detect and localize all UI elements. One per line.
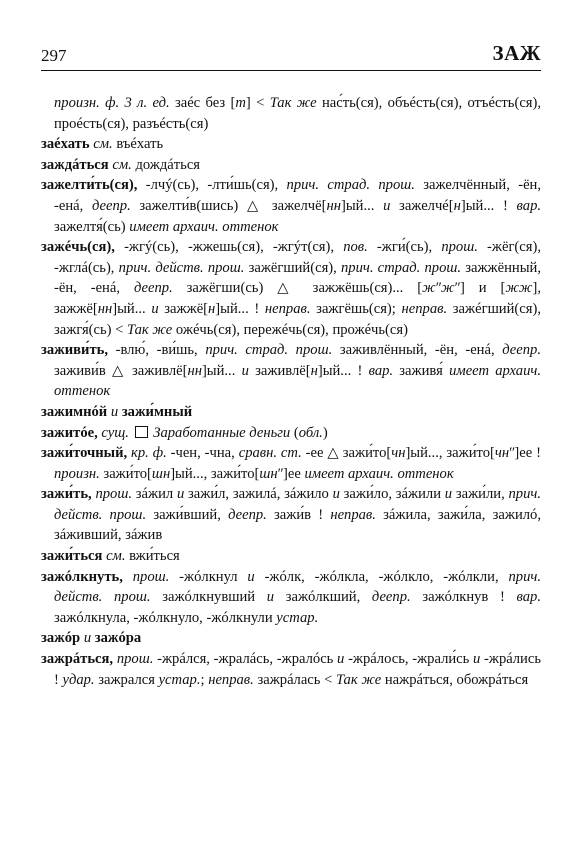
entry-text: зáжила, зажи́ла, зажилó, зáживший, зáжив [54,506,541,544]
grammar-label: и [444,486,453,503]
entry-text: -жги́(сь), [367,239,442,256]
grammar-label: н [208,300,216,317]
entry-text: ʺ]ее [277,465,305,482]
grammar-label: удар. [62,671,95,688]
grammar-label: обл. [298,424,323,441]
entry-text: зажóлкший, [274,589,372,606]
grammar-label: н [453,197,461,214]
grammar-label: нн [97,300,113,317]
grammar-label: и [241,362,249,379]
grammar-label: нн [187,362,202,379]
grammar-label: деепр. [502,342,541,359]
entry-text: -жóлкнул [169,568,248,585]
headword: зажи́мный [121,403,193,420]
entry-text: -жёг(ся), -жглá(сь), [54,239,541,276]
entry-text: ]ый... ! [460,197,517,214]
entry-text: заживлё[ [248,362,311,379]
grammar-label: и [80,630,95,647]
grammar-label: Так же [127,321,173,338]
headword: зажи́ться [41,548,103,565]
grammar-label: устар. [158,671,201,688]
grammar-label: Так же [269,95,317,111]
entry-text: ]ый... [340,197,384,214]
entry-text [129,425,133,441]
headword: заждáться [41,156,109,173]
dictionary-entry [41,175,541,237]
grammar-label: и [337,651,345,668]
entry-text: зажелти́в(шись) △ зажелчё[ [130,197,327,214]
headword: зажóра [94,630,142,647]
running-head: ЗАЖ [492,41,541,65]
entry-text: зажжё[ [158,300,209,317]
dictionary-entry [41,649,541,690]
grammar-label: и [176,486,185,503]
grammar-label: прич. страд. прош. [205,342,333,359]
headword: заживи́ть, [41,342,108,359]
grammar-label: см. [106,548,126,565]
entry-text: нажрáться, обожрáться [381,671,529,688]
dictionary-entry [41,93,541,134]
grammar-label: н [310,362,318,379]
entry-text: вжи́ться [125,548,180,565]
entry-text: заживя́ [393,362,450,379]
entry-text: -влю́, -ви́шь, [107,342,206,359]
grammar-label: прош. [95,486,133,503]
grammar-label: шн [259,465,278,482]
grammar-label: и [383,197,391,214]
grammar-label: устар. [276,609,319,626]
headword: зажрáться, [41,651,114,668]
entry-text: зажи́ло, зáжили [339,486,445,503]
grammar-label: имеет архаич. оттенок [54,362,542,400]
grammar-label: произн. [54,465,100,482]
grammar-label: пов. [343,239,368,256]
grammar-label: неправ. [264,300,311,317]
entry-text: зажóлкнув ! [410,589,517,606]
grammar-label: деепр. [133,280,173,297]
entry-text: зажёгший(ся), [244,259,341,276]
entry-text: ]ый... [201,362,242,379]
entry-text: -ее △ зажи́то[ [301,445,392,462]
entry-text: зажелчённый, -ён, -енá, [54,177,542,214]
headword: зажóлкнуть, [41,568,123,585]
grammar-label: Заработанные деньги [149,424,291,441]
entry-text: -чен, -чна, [166,445,239,462]
dictionary-entry [41,402,541,423]
grammar-label: произн. ф. 3 л. ед. [54,95,170,111]
grammar-label: прош. [116,651,154,668]
headword: зажимнóй [41,403,108,420]
entry-text: ]ый..., зажи́то[ [405,445,495,462]
grammar-label: прич. страд. прош. [286,177,415,194]
grammar-label: шн [151,465,171,482]
entry-text: ]ый... [112,300,152,317]
grammar-label: жж [505,280,533,297]
entry-text: зажéгший(ся), зажгя́(сь) < [54,300,541,338]
entry-text: зажóлкнула, -жóлкнуло, -жóлкнули [54,609,277,626]
grammar-label: прич. действ. прош. [118,259,245,276]
grammar-label: чн [494,445,510,462]
dictionary-entry [41,628,541,649]
entry-text: заéс без [ [169,95,236,111]
grammar-label: неправ. [208,671,254,688]
dictionary-entry [41,237,541,340]
page-number: 297 [41,46,67,65]
dictionary-entry [41,134,541,155]
entry-text: зажóлкнувший [150,589,267,606]
grammar-label: нн [326,197,341,214]
dictionary-entry [41,423,541,444]
entry-text: ] < [245,95,270,111]
grammar-label: и [473,651,481,668]
entry-text: зажрался [94,671,159,688]
grammar-label: прич. страд. прош. [340,259,462,276]
grammar-label: см. [112,156,132,173]
dictionary-entry [41,567,541,629]
entry-text: зажи́ли, [452,486,509,503]
entry-text: -жгý(сь), -жжешь(ся), -жгýт(ся), [114,239,344,256]
grammar-label: неправ. [401,300,448,317]
grammar-label: прош. [441,239,478,256]
entry-text: -жрáлся, -жралáсь, -жралóсь [153,651,338,668]
entry-text: заживи́в △ заживлё[ [54,362,188,379]
headword: зажитóе, [41,424,98,441]
entry-text: ( [290,424,299,441]
grammar-label: и [332,486,340,503]
dictionary-entry [41,546,541,567]
grammar-label: сравн. ст. [238,445,302,462]
entry-text: дождáться [131,156,201,173]
grammar-label: ж [422,280,436,297]
header-rule [41,70,541,71]
grammar-label: чн [391,445,406,462]
grammar-label: см. [93,136,113,153]
entry-text: зажелчé[ [390,197,454,214]
entry-text: зажи́вший, [146,506,229,523]
grammar-label: и [151,300,159,317]
headword: зажóр [41,630,81,647]
dictionary-entry [41,155,541,176]
grammar-label: вар. [516,197,542,214]
entry-text: -лчý(сь), -лти́шь(ся), [137,177,287,194]
headword: зажи́ть, [41,486,92,503]
grammar-label: имеет архаич. оттенок [304,465,454,482]
headword: зажи́точный, [41,445,128,462]
entry-text: ожéчь(ся), пережéчь(ся), прожéчь(ся) [172,321,408,338]
grammar-label: и [107,403,122,420]
entry-text: зажгёшь(ся); [310,300,402,317]
entry-text: зажрáлась < [253,671,336,688]
entry-text: нас́ть(ся), объéсть(ся), отъéсть(ся), проéсть(ся), разъéсть(ся) [54,95,542,132]
grammar-label: Так же [335,671,382,688]
entry-text: -жóлк, -жóлкла, -жóлкло, -жóлкли, [254,568,509,585]
dictionary-entry [41,484,541,546]
dictionary-entry [41,340,541,402]
grammar-label: деепр. [228,506,267,523]
entry-text: ʺ] и [ [454,280,506,297]
entry-text: ʺ [435,280,442,297]
square-icon [135,426,148,438]
grammar-label: вар. [516,589,541,606]
grammar-label: деепр. [91,197,131,214]
entry-text: ʺ]ее ! [509,445,541,462]
headword: зажéчь(ся), [41,239,115,256]
grammar-label: сущ. [101,424,129,441]
entry-text: зажи́л, зажилá, зáжило [184,486,333,503]
grammar-label: и [247,568,255,585]
grammar-label: неправ. [330,506,376,523]
headword: заéхать [41,136,90,153]
entry-text: -жрáлись ! [54,651,541,688]
entry-text: зажелтя́(сь) [54,218,130,235]
entry-list [41,93,541,690]
entry-text: зажжённый, -ён, -енá, [54,259,541,297]
entry-text: въéхать [112,136,164,153]
entry-text [123,569,133,585]
grammar-label: прич. действ. прош. [54,568,541,606]
entry-text: -жрáлось, -жрали́сь [344,651,474,668]
grammar-label: ж [441,280,455,297]
entry-text: ], зажжё[ [54,280,541,317]
grammar-label: прош. [132,568,170,585]
entry-text: зажи́то[ [99,465,152,482]
dictionary-entry [41,443,541,484]
grammar-label: т [235,95,246,111]
entry-text: заживлённый, -ён, -енá, [332,342,503,359]
entry-text: зажи́в ! [266,506,331,523]
entry-text: ) [322,424,328,441]
entry-text: ]ый..., зажи́то[ [170,465,260,482]
entry-text: зáжил [132,486,177,503]
grammar-label: и [266,589,275,606]
entry-text: зажёгши(сь) △ зажжёшь(ся)... [ [172,280,423,297]
grammar-label: прич. действ. прош. [54,486,541,523]
entry-text: ; [200,671,209,688]
grammar-label: вар. [368,362,394,379]
entry-text: ]ый... ! [215,300,265,317]
grammar-label: деепр. [371,589,411,606]
grammar-label: имеет архаич. оттенок [129,218,279,235]
entry-text: ]ый... ! [317,362,369,379]
grammar-label: кр. ф. [131,445,167,462]
headword: зажелти́ть(ся), [41,177,138,194]
